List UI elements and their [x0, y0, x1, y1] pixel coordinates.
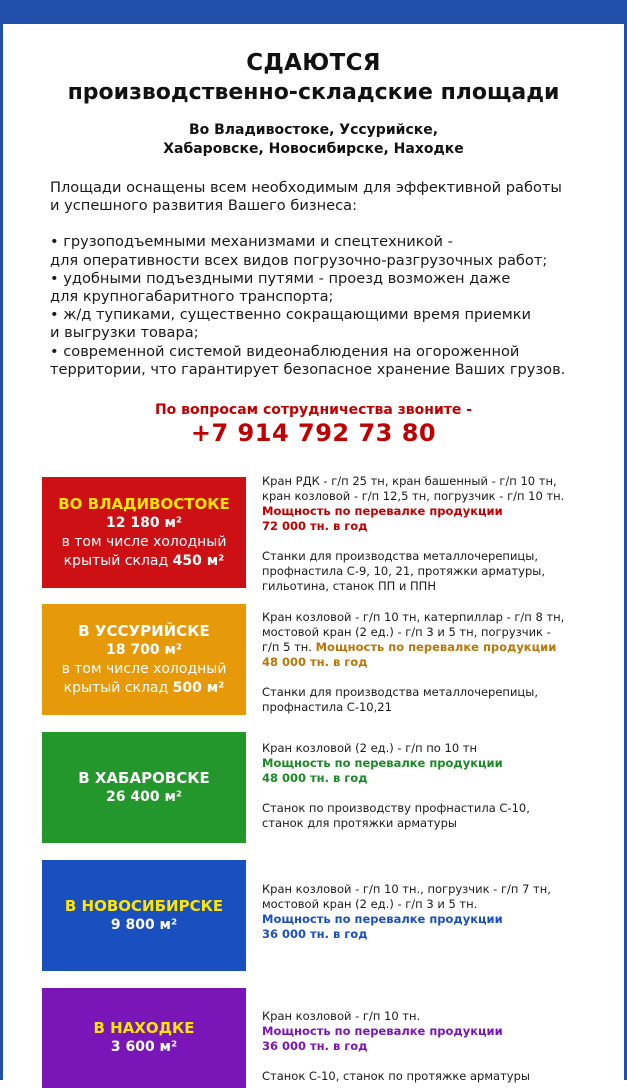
top-border-bar	[0, 0, 627, 24]
machines-line: Станок С-10, станок по протяжке арматуры	[262, 1069, 530, 1083]
capacity-value: 48 000 тн. в год	[262, 771, 368, 785]
capacity-label: Мощность по перевалке продукции	[262, 756, 503, 770]
location-box-novosibirsk	[42, 860, 246, 971]
machines-line: Станок по производству профнастила С-10,	[262, 801, 530, 815]
intro-line: Площади оснащены всем необходимым для эффективной работы	[50, 179, 562, 196]
location-details-vladivostok	[262, 474, 612, 594]
headline: СДАЮТСЯ	[246, 50, 381, 76]
location-area: 9 800 м²	[110, 916, 178, 933]
left-border	[0, 0, 3, 1080]
equipment-line: Кран козловой (2 ед.) - г/п по 10 тн	[262, 741, 478, 755]
machines-line: гильотина, станок ПП и ППН	[262, 579, 436, 593]
equipment-line: Кран РДК - г/п 25 тн, кран башенный - г/п 10 тн,	[262, 474, 557, 488]
location-details-ussuriysk	[262, 610, 612, 715]
location-city: В ХАБАРОВСКЕ	[78, 768, 210, 787]
intro-text	[50, 179, 610, 379]
cities-line: Во Владивостоке, Уссурийске,	[188, 122, 439, 138]
location-details-nakhodka	[262, 1009, 612, 1084]
location-details-novosibirsk	[262, 882, 612, 942]
cities-line: Хабаровске, Новосибирске, Находке	[163, 141, 464, 157]
warehouse-area: 500 м²	[172, 679, 225, 696]
location-note: в том числе холодный	[61, 533, 227, 550]
equipment-line: г/п 5 тн. Мощность по перевалке продукции	[262, 640, 557, 654]
location-note: крытый склад 450 м²	[63, 552, 225, 569]
machines-line: станок для протяжки арматуры	[262, 816, 457, 830]
location-box-nakhodka	[42, 988, 246, 1088]
warehouse-area: 450 м²	[172, 552, 225, 569]
capacity-label: Мощность по перевалке продукции	[315, 640, 557, 654]
capacity-value: 72 000 тн. в год	[262, 519, 368, 533]
location-area: 18 700 м²	[105, 641, 183, 658]
equipment-line: Кран козловой - г/п 10 тн, катерпиллар - г/п 8 тн,	[262, 610, 565, 624]
location-area: 3 600 м²	[110, 1039, 178, 1055]
feature-line: • удобными подъездными путями - проезд возможен даже	[50, 269, 511, 287]
location-city: В УССУРИЙСКЕ	[78, 621, 210, 640]
intro-line: и успешного развития Вашего бизнеса:	[50, 197, 357, 215]
equipment-line: мостовой кран (2 ед.) - г/п 3 и 5 тн, погрузчик -	[262, 625, 551, 639]
machines-line: Станки для производства металлочерепицы,	[262, 549, 538, 563]
machines-line: профнастила С-9, 10, 21, протяжки арматуры,	[262, 564, 546, 578]
location-box-khabarovsk	[42, 732, 246, 843]
capacity-value: 36 000 тн. в год	[262, 927, 368, 941]
subheadline: производственно-складские площади	[67, 80, 560, 105]
feature-line: для крупногабаритного транспорта;	[50, 288, 334, 306]
location-city: В НАХОДКЕ	[93, 1019, 195, 1037]
phone-number[interactable]: +7 914 792 73 80	[190, 419, 437, 447]
capacity-value: 36 000 тн. в год	[262, 1039, 368, 1053]
capacity-label: Мощность по перевалке продукции	[262, 912, 503, 926]
location-box-ussuriysk	[42, 604, 246, 715]
location-city: В НОВОСИБИРСКЕ	[64, 896, 224, 915]
feature-line: • современной системой видеонаблюдения на огороженной	[50, 342, 520, 360]
location-note: в том числе холодный	[61, 660, 227, 677]
location-details-khabarovsk	[262, 741, 612, 831]
feature-line: и выгрузки товара;	[50, 324, 199, 342]
equipment-line: Кран козловой - г/п 10 тн.	[262, 1009, 421, 1023]
feature-line: для оперативности всех видов погрузочно-разгрузочных работ;	[50, 251, 548, 269]
machines-line: профнастила С-10,21	[262, 700, 392, 714]
capacity-label: Мощность по перевалке продукции	[262, 1024, 503, 1038]
location-city: ВО ВЛАДИВОСТОКЕ	[58, 494, 230, 513]
feature-line: территории, что гарантирует безопасное хранение Ваших грузов.	[50, 360, 566, 378]
location-area: 26 400 м²	[105, 788, 183, 805]
equipment-line: кран козловой - г/п 12,5 тн, погрузчик - г/п 10 тн.	[262, 489, 565, 503]
contact-label: По вопросам сотрудничества звоните -	[154, 402, 473, 418]
equipment-line: Кран козловой - г/п 10 тн., погрузчик - г/п 7 тн,	[262, 882, 551, 896]
capacity-value: 48 000 тн. в год	[262, 655, 368, 669]
location-area: 12 180 м²	[105, 514, 183, 531]
feature-line: • ж/д тупиками, существенно сокращающими время приемки	[50, 306, 532, 324]
location-note: крытый склад 500 м²	[63, 679, 225, 696]
feature-line: • грузоподъемными механизмами и спецтехникой -	[50, 233, 453, 251]
capacity-label: Мощность по перевалке продукции	[262, 504, 503, 518]
cities-list	[0, 121, 627, 159]
machines-line: Станки для производства металлочерепицы,	[262, 685, 538, 699]
equipment-line: мостовой кран (2 ед.) - г/п 3 и 5 тн.	[262, 897, 478, 911]
location-box-vladivostok	[42, 477, 246, 588]
